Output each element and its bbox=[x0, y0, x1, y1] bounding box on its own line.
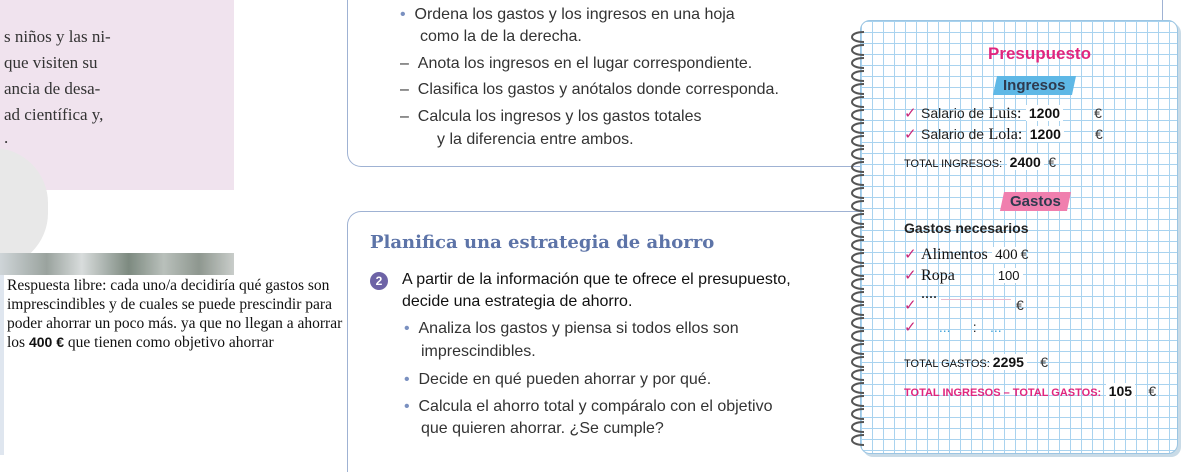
bullet-item: • Analiza los gastos y piensa si todos ellos son bbox=[404, 320, 739, 337]
total-gastos-row: TOTAL GASTOS: 2295 € bbox=[904, 354, 1049, 370]
intro-line: ancia de desa- bbox=[4, 79, 101, 98]
gastos-necesarios-heading: Gastos necesarios bbox=[904, 220, 1029, 236]
answer-text: Respuesta libre: cada uno/a decidiría qué gastos son imprescindibles y de cuales se puede prescindir para poder ahorrar un poco más. ya que no llegan a ahorrar los 400 € que tienen como objetivo ahorrar bbox=[7, 277, 343, 351]
diferencia-row: TOTAL INGRESOS – TOTAL GASTOS: 105 € bbox=[904, 383, 1157, 399]
intro-line: s niños y las ni- bbox=[4, 27, 111, 46]
photo bbox=[0, 253, 234, 275]
intro-line: que visiten su bbox=[4, 53, 98, 72]
gastos-tag: Gastos bbox=[1000, 192, 1071, 211]
gasto-row-blank: ✓ .... € bbox=[904, 285, 1024, 314]
section-title: Planifica una estrategia de ahorro bbox=[370, 232, 715, 253]
activity-prompt: A partir de la información que te ofrece el presupuesto, bbox=[402, 271, 791, 288]
bullet-item-cont: imprescindibles. bbox=[421, 343, 536, 360]
ingreso-row-lola: ✓ Salario de Lola: 1200 € bbox=[904, 126, 1103, 143]
spiral-binding bbox=[842, 28, 882, 448]
sub-item-cont: y la diferencia entre ambos. bbox=[437, 131, 634, 148]
intro-line: ad científica y, bbox=[4, 105, 104, 124]
bullet-item-cont: que quieren ahorrar. ¿Se cumple? bbox=[421, 420, 664, 437]
margin-strip bbox=[0, 275, 4, 455]
bullet-item: • Ordena los gastos y los ingresos en una hoja bbox=[400, 6, 735, 23]
gasto-row-ropa: ✓ Ropa 100 bbox=[904, 266, 1023, 285]
sub-item: – Clasifica los gastos y anótalos donde corresponda. bbox=[400, 81, 779, 98]
activity-prompt-cont: decide una estrategia de ahorro. bbox=[402, 293, 633, 310]
bullet-item-cont: como la de la derecha. bbox=[420, 28, 582, 45]
activity-number: 2 bbox=[370, 272, 388, 290]
sub-item: – Calcula los ingresos y los gastos totales bbox=[400, 108, 702, 125]
budget-title: Presupuesto bbox=[988, 44, 1091, 63]
ingreso-row-luis: ✓ Salario de Luis: 1200 € bbox=[904, 105, 1102, 122]
sub-item: – Anota los ingresos en el lugar correspondiente. bbox=[400, 55, 753, 72]
bullet-item: • Decide en qué pueden ahorrar y por qué. bbox=[404, 371, 712, 388]
bullet-item: • Calcula el ahorro total y compáralo con el objetivo bbox=[404, 398, 773, 415]
gasto-row-alimentos: ✓ Alimentos 400 € bbox=[904, 246, 1029, 263]
total-ingresos-row: TOTAL INGRESOS: 2400 € bbox=[904, 154, 1057, 170]
intro-line: . bbox=[4, 128, 9, 147]
ingresos-tag: Ingresos bbox=[993, 76, 1076, 95]
gasto-row-dots: ✓ ... : ... bbox=[904, 319, 1002, 336]
